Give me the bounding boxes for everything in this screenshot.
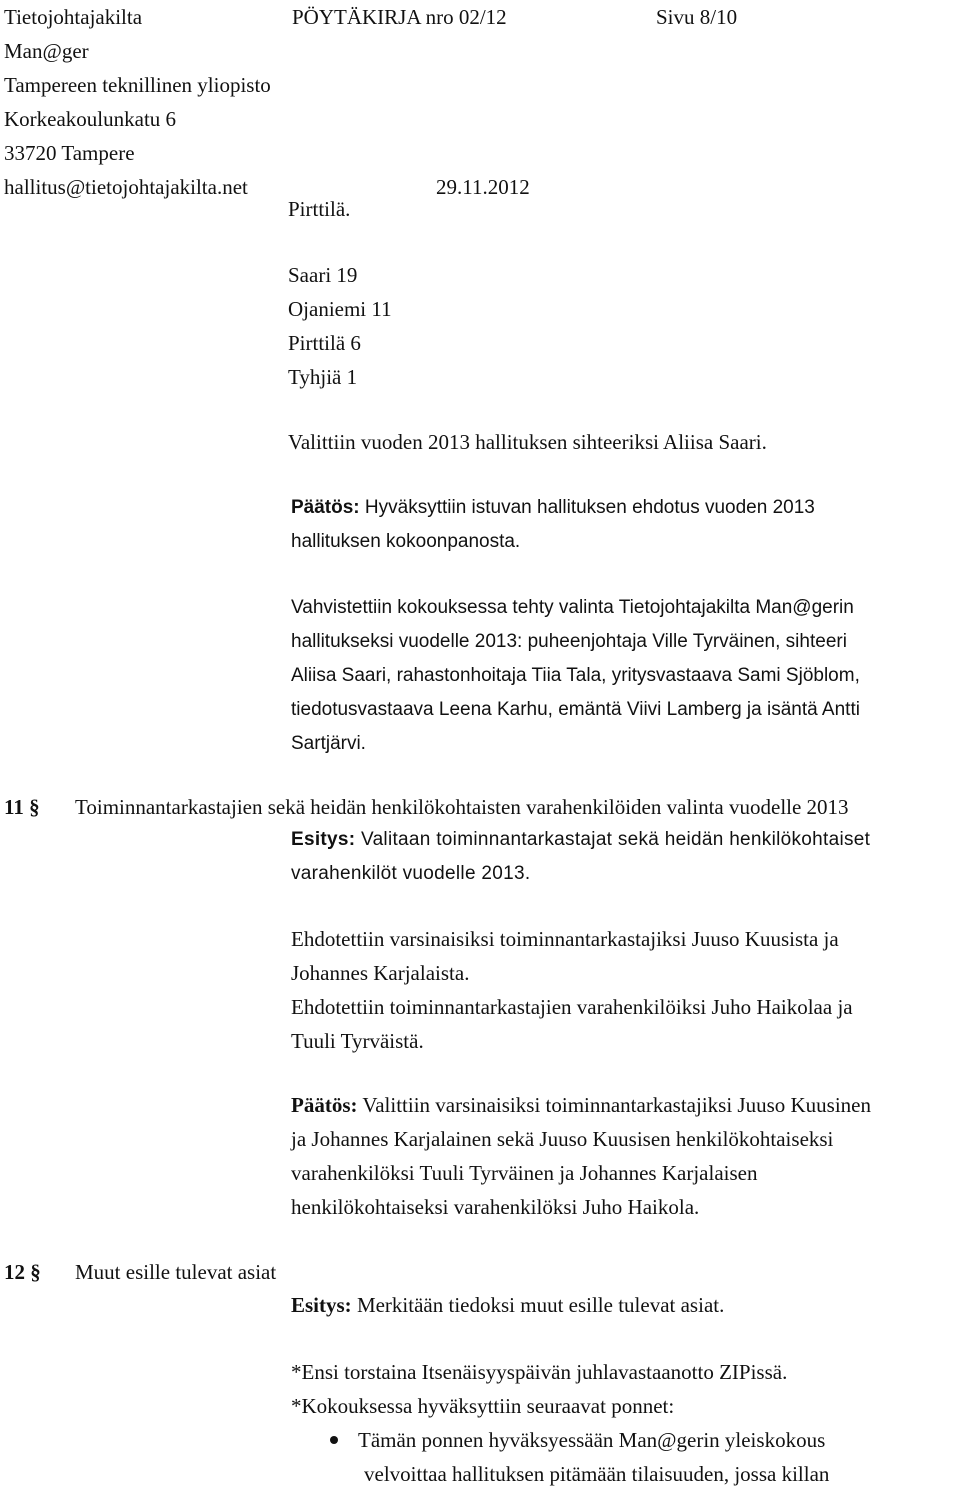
note-line: *Ensi torstaina Itsenäisyyspäivän juhlavastaanotto ZIPissä. bbox=[291, 1360, 788, 1384]
city-address: 33720 Tampere bbox=[4, 141, 135, 165]
bullet-dot bbox=[330, 1436, 338, 1444]
club-name: Man@ger bbox=[4, 39, 89, 63]
university-name: Tampereen teknillinen yliopisto bbox=[4, 73, 271, 97]
header-row-1 bbox=[4, 0, 738, 34]
motion-line: velvoittaa hallituksen pitämään tilaisuuden, jossa killan bbox=[364, 1462, 830, 1486]
decision-label: Päätös: bbox=[291, 1093, 358, 1117]
decision-label: Päätös: bbox=[291, 497, 360, 518]
confirmation-line: tiedotusvastaava Leena Karhu, emäntä Viivi Lamberg ja isäntä Antti bbox=[291, 699, 860, 720]
letterhead bbox=[4, 0, 738, 204]
document-title: PÖYTÄKIRJA nro 02/12 bbox=[292, 5, 507, 29]
confirmation-line: hallitukseksi vuodelle 2013: puheenjohtaja Ville Tyrväinen, sihteeri bbox=[291, 631, 847, 652]
vote-result-line: Pirttilä 6 bbox=[288, 331, 361, 355]
org-name: Tietojohtajakilta bbox=[4, 5, 143, 29]
vote-result-line: Saari 19 bbox=[288, 263, 358, 287]
decision-text: Hyväksyttiin istuvan hallituksen ehdotus vuoden 2013 bbox=[359, 497, 815, 518]
page-number: Sivu 8/10 bbox=[656, 5, 738, 29]
board-confirmation bbox=[291, 591, 860, 761]
section-11-decision bbox=[291, 1088, 871, 1224]
decision-text: hallituksen kokoonpanosta. bbox=[291, 531, 521, 552]
suggestion-line: Ehdotettiin varsinaisiksi toiminnantarkastajiksi Juuso Kuusista ja bbox=[291, 927, 839, 951]
section-11-number: 11 § bbox=[4, 795, 40, 819]
decision-board-composition bbox=[291, 491, 815, 559]
section-12-proposal bbox=[291, 1288, 724, 1322]
section-12-title: Muut esille tulevat asiat bbox=[75, 1260, 277, 1284]
decision-text: henkilökohtaiseksi varahenkilöksi Juho Haikola. bbox=[291, 1195, 700, 1219]
decision-text: ja Johannes Karjalainen sekä Juuso Kuusisen henkilökohtaiseksi bbox=[291, 1127, 834, 1151]
secretary-election: Valittiin vuoden 2013 hallituksen sihteeriksi Aliisa Saari. bbox=[288, 430, 767, 454]
proposal-text: varahenkilöt vuodelle 2013. bbox=[291, 863, 531, 884]
decision-text: Valittiin varsinaisiksi toiminnantarkastajiksi Juuso Kuusinen bbox=[357, 1093, 871, 1117]
confirmation-line: Sartjärvi. bbox=[291, 733, 366, 754]
street-address: Korkeakoulunkatu 6 bbox=[4, 107, 177, 131]
note-line: *Kokouksessa hyväksyttiin seuraavat ponnet: bbox=[291, 1394, 675, 1418]
section-11-suggestions bbox=[291, 922, 853, 1058]
confirmation-line: Vahvistettiin kokouksessa tehty valinta Tietojohtajakilta Man@gerin bbox=[291, 597, 854, 618]
section-12-notes bbox=[291, 1355, 787, 1423]
proposal-text: Merkitään tiedoksi muut esille tulevat asiat. bbox=[351, 1293, 725, 1317]
vote-results bbox=[288, 258, 392, 394]
email-address: hallitus@tietojohtajakilta.net bbox=[4, 175, 248, 199]
proposal-text: Valitaan toiminnantarkastajat sekä heidän henkilökohtaiset bbox=[355, 829, 871, 850]
confirmation-line: Aliisa Saari, rahastonhoitaja Tiia Tala, yritysvastaava Sami Sjöblom, bbox=[291, 665, 860, 686]
proposal-label: Esitys: bbox=[291, 1293, 352, 1317]
vote-intro: Pirttilä. bbox=[288, 197, 351, 221]
section-11-proposal bbox=[291, 823, 870, 891]
header-row-6 bbox=[4, 170, 530, 204]
section-11-title: Toiminnantarkastajien sekä heidän henkilökohtaisten varahenkilöiden valinta vuodelle 2013 bbox=[75, 795, 849, 819]
suggestion-line: Ehdotettiin toiminnantarkastajien varahenkilöiksi Juho Haikolaa ja bbox=[291, 995, 853, 1019]
vote-result-line: Ojaniemi 11 bbox=[288, 297, 392, 321]
document-date: 29.11.2012 bbox=[436, 175, 530, 199]
suggestion-line: Johannes Karjalaista. bbox=[291, 961, 470, 985]
decision-text: varahenkilöksi Tuuli Tyrväinen ja Johannes Karjalaisen bbox=[291, 1161, 758, 1185]
motion-bullet bbox=[358, 1423, 829, 1491]
proposal-label: Esitys: bbox=[291, 829, 356, 850]
suggestion-line: Tuuli Tyrväistä. bbox=[291, 1029, 424, 1053]
section-12-number: 12 § bbox=[4, 1260, 41, 1284]
vote-result-line: Tyhjiä 1 bbox=[288, 365, 358, 389]
motion-line: Tämän ponnen hyväksyessään Man@gerin yleiskokous bbox=[358, 1428, 826, 1452]
